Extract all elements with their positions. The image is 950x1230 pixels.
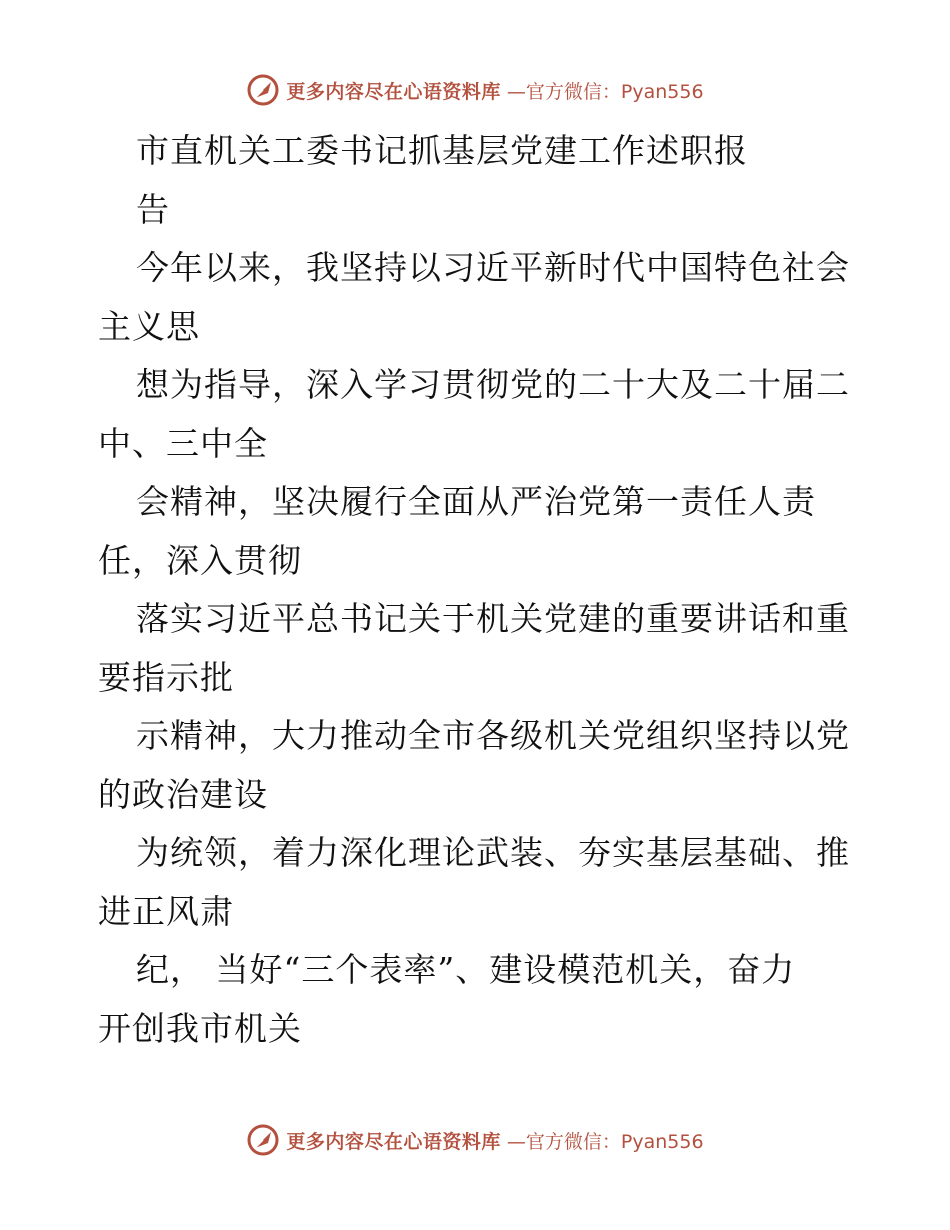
document-line: 会精神，坚决履行全面从严治党第一责任人责 [136,482,816,521]
banner-title: 更多内容尽在心语资料库 [286,1130,501,1153]
document-line: 为统领，着力深化理论武装、夯实基层基础、推 [136,833,850,872]
document-line: 主义思 [98,306,200,346]
header-watermark-banner [0,70,950,110]
document-line: 要指示批 [98,657,234,697]
document-line: 开创我市机关 [98,1008,302,1048]
document-line: 落实习近平总书记关于机关党建的重要讲话和重 [136,599,850,638]
document-line: 任，深入贯彻 [98,540,302,580]
document-line: 进正风肃 [98,891,234,931]
document-line: 告 [136,189,170,229]
document-line: 想为指导，深入学习贯彻党的二十大及二十届二 [136,365,850,404]
banner-wechat: —官方微信：Pyan556 [506,80,704,103]
document-line: 今年以来，我坚持以习近平新时代中国特色社会 [136,248,850,287]
document-line: 纪， 当好“三个表率”、建设模范机关，奋力 [136,950,796,989]
document-line: 市直机关工委书记抓基层党建工作述职报 [136,131,748,170]
quill-logo-icon [246,1123,280,1157]
document-line: 示精神，大力推动全市各级机关党组织坚持以党 [136,716,850,755]
footer-watermark-banner [0,1120,950,1160]
banner-title: 更多内容尽在心语资料库 [286,80,501,103]
document-line: 中、三中全 [98,423,268,463]
quill-logo-icon [246,73,280,107]
banner-wechat: —官方微信：Pyan556 [506,1130,704,1153]
document-line: 的政治建设 [98,774,268,814]
document-body [98,122,858,1058]
